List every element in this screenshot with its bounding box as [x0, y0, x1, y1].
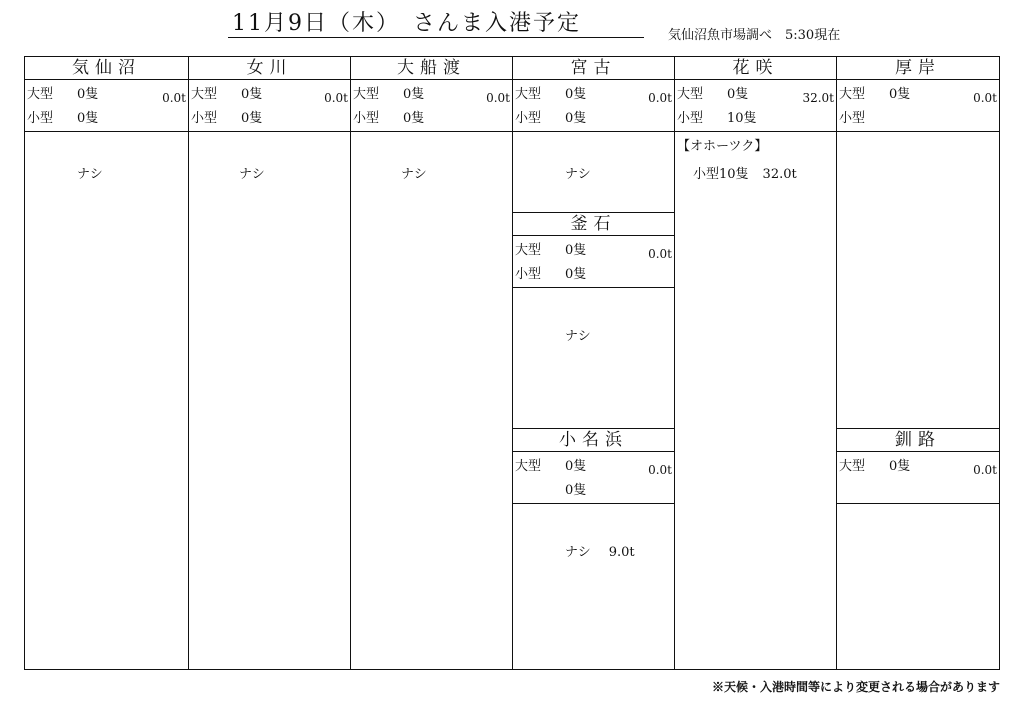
page-title: 11月9日（木） さんま入港予定	[232, 11, 581, 36]
vessel-counts	[513, 79, 674, 132]
catch-tons: 0.0t	[648, 247, 672, 261]
port-name: 釧路	[837, 428, 999, 452]
size-label: 小型	[515, 267, 542, 282]
catch-tons: 0.0t	[324, 91, 348, 105]
status-note: ナシ	[77, 167, 103, 182]
size-label: 大型	[839, 459, 866, 474]
size-label: 大型	[515, 87, 542, 102]
area-catch	[693, 163, 797, 182]
port-name: 花咲	[675, 57, 836, 80]
vessel-count: 0隻	[77, 87, 99, 102]
vessel-count: 0隻	[565, 483, 587, 498]
size-label: 大型	[677, 87, 704, 102]
size-label: 大型	[27, 87, 54, 102]
size-label: 小型	[353, 111, 380, 126]
port-name: 大船渡	[351, 57, 512, 80]
vessel-count: 0隻	[565, 459, 587, 474]
size-label: 大型	[515, 243, 542, 258]
port-name: 宮古	[513, 57, 674, 80]
vessel-counts	[837, 451, 999, 504]
port-name: 女川	[189, 57, 350, 80]
size-label: 大型	[839, 87, 866, 102]
vessel-count: 0隻	[241, 87, 263, 102]
vessel-count: 0隻	[241, 111, 263, 126]
catch-tons: 0.0t	[973, 463, 997, 477]
port-column-kesennuma	[25, 57, 188, 669]
port-column-akkeshi	[836, 57, 999, 669]
vessel-count: 0隻	[889, 459, 911, 474]
size-label: 小型	[677, 111, 704, 126]
catch-tons: 0.0t	[648, 463, 672, 477]
vessel-counts	[25, 79, 188, 132]
port-column-hanasaki	[674, 57, 836, 669]
vessel-count: 0隻	[403, 111, 425, 126]
port-name: 小名浜	[513, 428, 674, 452]
vessel-count: 0隻	[565, 111, 587, 126]
port-column-miyako	[512, 57, 674, 669]
catch-tons: 0.0t	[162, 91, 186, 105]
size-label: 大型	[353, 87, 380, 102]
vessel-count: 10隻	[727, 111, 757, 126]
vessel-counts	[351, 79, 512, 132]
size-label: 小型	[839, 111, 866, 126]
port-name: 気仙沼	[25, 57, 188, 80]
size-label: 小型	[27, 111, 54, 126]
vessel-count: 0隻	[403, 87, 425, 102]
catch-tons: 0.0t	[648, 91, 672, 105]
vessel-count: 小型10隻	[693, 167, 749, 182]
port-name: 釜石	[513, 212, 674, 236]
status-text: ナシ	[565, 545, 591, 560]
size-label: 大型	[191, 87, 218, 102]
vessel-count: 0隻	[565, 87, 587, 102]
size-label: 小型	[515, 111, 542, 126]
port-name: 厚岸	[837, 57, 999, 80]
disclaimer-note: ※天候・入港時間等により変更される場合があります	[711, 680, 1000, 694]
vessel-counts	[189, 79, 350, 132]
catch-tons: 32.0t	[802, 91, 834, 105]
vessel-counts	[513, 451, 674, 504]
size-label: 大型	[515, 459, 542, 474]
vessel-count: 0隻	[565, 267, 587, 282]
source-note: 気仙沼魚市場調べ 5:30現在	[668, 28, 841, 43]
status-note: ナシ	[565, 167, 591, 182]
port-column-ofunato	[350, 57, 512, 669]
divider	[675, 131, 836, 132]
title-underline	[228, 37, 644, 38]
catch-tons: 0.0t	[973, 91, 997, 105]
catch-tons: 0.0t	[486, 91, 510, 105]
status-note	[565, 541, 635, 560]
vessel-count: 0隻	[77, 111, 99, 126]
vessel-counts	[513, 235, 674, 288]
vessel-count: 0隻	[889, 87, 911, 102]
area-label: 【オホーツク】	[677, 139, 768, 154]
catch-tons: 9.0t	[608, 545, 635, 560]
status-note: ナシ	[565, 329, 591, 344]
vessel-counts	[675, 79, 836, 131]
port-schedule-table	[24, 56, 1000, 670]
catch-tons: 32.0t	[762, 167, 797, 182]
vessel-count: 0隻	[727, 87, 749, 102]
size-label: 小型	[191, 111, 218, 126]
vessel-count: 0隻	[565, 243, 587, 258]
vessel-counts	[837, 79, 999, 132]
status-note: ナシ	[401, 167, 427, 182]
status-note: ナシ	[239, 167, 265, 182]
port-column-onagawa	[188, 57, 350, 669]
